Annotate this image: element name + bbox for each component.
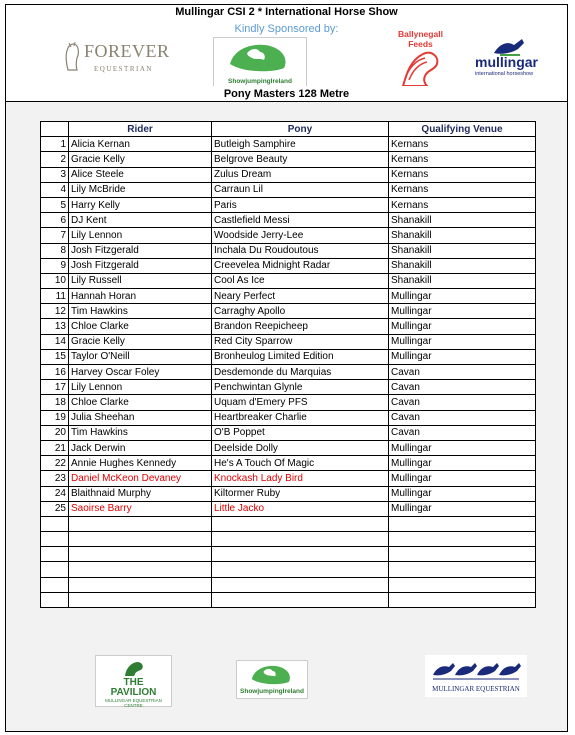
rider-cell: Taylor O'Neill [69,349,212,364]
venue-cell: Kernans [389,137,536,152]
entry-number-cell: 4 [41,182,69,197]
rider-cell: Alice Steele [69,167,212,182]
pavilion-subtitle: MULLINGAR EQUESTRIAN CENTRE [105,698,162,708]
venue-cell [389,516,536,531]
venue-cell: Mullingar [389,456,536,471]
forever-wordmark: FOREVER [84,41,170,61]
rider-cell: Annie Hughes Kennedy [69,456,212,471]
rider-cell: Tim Hawkins [69,425,212,440]
entry-number-cell: 7 [41,228,69,243]
showjumping-ireland-label-bottom: ShowjumpingIreland [240,688,304,695]
rider-cell [69,592,212,607]
galloping-horses-icon [431,657,521,681]
venue-cell: Shanakill [389,258,536,273]
sponsored-by-label: Kindly Sponsored by: [234,23,339,35]
entry-number-cell: 25 [41,501,69,516]
entry-number-cell: 24 [41,486,69,501]
table-row [41,349,536,364]
pony-cell: Carraun Lil [212,182,389,197]
pavilion-logo [95,655,172,707]
table-row [41,532,536,547]
column-header-number [41,122,69,137]
table-row [41,213,536,228]
rider-cell: Gracie Kelly [69,152,212,167]
pony-cell: Deelside Dolly [212,440,389,455]
rider-cell: Lily Lennon [69,228,212,243]
table-row [41,440,536,455]
table-row [41,182,536,197]
rider-cell: Lily Lennon [69,380,212,395]
horse-head-icon [122,660,146,678]
rider-cell: Josh Fitzgerald [69,258,212,273]
forever-subtitle: EQUESTRIAN [94,65,153,73]
entry-number-cell [41,532,69,547]
pony-cell: Zulus Dream [212,167,389,182]
feeds-name: Feeds [408,39,433,49]
pony-cell: Bronheulog Limited Edition [212,349,389,364]
ballynegall-feeds-logo [387,28,454,90]
entry-number-cell [41,516,69,531]
venue-cell: Kernans [389,167,536,182]
rider-cell: Jack Derwin [69,440,212,455]
horse-head-icon [397,50,443,88]
table-row [41,152,536,167]
pony-cell: Penchwintan Glynle [212,380,389,395]
mullingar-equestrian-logo [425,655,527,697]
venue-cell: Cavan [389,425,536,440]
rider-cell: Josh Fitzgerald [69,243,212,258]
table-row [41,471,536,486]
pony-cell: Belgrove Beauty [212,152,389,167]
entry-number-cell [41,592,69,607]
venue-cell: Mullingar [389,289,536,304]
entries-table [40,121,536,608]
pony-cell: Castlefield Messi [212,213,389,228]
column-header-venue: Qualifying Venue [389,122,536,137]
entry-number-cell: 1 [41,137,69,152]
pony-cell: Kiltormer Ruby [212,486,389,501]
pony-cell: Carraghy Apollo [212,304,389,319]
rider-cell: Julia Sheehan [69,410,212,425]
venue-cell: Mullingar [389,349,536,364]
table-row [41,137,536,152]
rider-cell [69,532,212,547]
venue-cell [389,592,536,607]
table-row [41,501,536,516]
pony-cell: Cool As Ice [212,273,389,288]
venue-cell: Mullingar [389,334,536,349]
venue-cell: Mullingar [389,304,536,319]
column-header-pony: Pony [212,122,389,137]
table-row [41,547,536,562]
entry-number-cell: 14 [41,334,69,349]
table-row [41,319,536,334]
entry-number-cell: 18 [41,395,69,410]
venue-cell: Mullingar [389,501,536,516]
table-row [41,562,536,577]
pony-cell: Red City Sparrow [212,334,389,349]
pony-cell: Butleigh Samphire [212,137,389,152]
entry-number-cell: 16 [41,365,69,380]
horse-jump-icon [247,664,295,686]
venue-cell: Shanakill [389,213,536,228]
table-row [41,273,536,288]
rider-cell [69,562,212,577]
entry-number-cell: 11 [41,289,69,304]
venue-cell: Shanakill [389,243,536,258]
pony-cell: He's A Touch Of Magic [212,456,389,471]
pony-cell [212,577,389,592]
mullingar-wordmark: mullingar [475,54,539,70]
entry-number-cell: 23 [41,471,69,486]
entry-number-cell: 15 [41,349,69,364]
pony-cell: Knockash Lady Bird [212,471,389,486]
table-row [41,486,536,501]
table-row [41,258,536,273]
showjumping-ireland-logo [213,37,307,89]
table-row [41,304,536,319]
column-header-rider: Rider [69,122,212,137]
entry-number-cell [41,577,69,592]
showjumping-ireland-label: ShowjumpingIreland [228,78,292,85]
table-row [41,380,536,395]
pony-cell [212,532,389,547]
entry-number-cell: 13 [41,319,69,334]
entry-number-cell: 20 [41,425,69,440]
venue-cell [389,532,536,547]
venue-cell: Shanakill [389,273,536,288]
rider-cell: Harvey Oscar Foley [69,365,212,380]
mullingar-equestrian-wordmark: MULLINGAR EQUESTRIAN [432,685,520,693]
venue-cell: Kernans [389,182,536,197]
pony-cell: Uquam d'Emery PFS [212,395,389,410]
entries-body [41,137,536,608]
venue-cell [389,577,536,592]
rider-cell: Daniel McKeon Devaney [69,471,212,486]
table-row [41,167,536,182]
rider-cell: DJ Kent [69,213,212,228]
venue-cell: Cavan [389,380,536,395]
entry-number-cell: 17 [41,380,69,395]
page-title: Mullingar CSI 2 * International Horse Show [5,4,568,21]
pony-cell: Woodside Jerry-Lee [212,228,389,243]
venue-cell: Cavan [389,365,536,380]
entry-number-cell: 6 [41,213,69,228]
pony-cell: Paris [212,197,389,212]
rider-cell: Alicia Kernan [69,137,212,152]
venue-cell: Mullingar [389,440,536,455]
entry-number-cell: 12 [41,304,69,319]
entry-number-cell: 5 [41,197,69,212]
pavilion-the: THE [123,677,144,688]
pony-cell: Heartbreaker Charlie [212,410,389,425]
entry-number-cell: 8 [41,243,69,258]
pony-cell [212,516,389,531]
rider-cell: Gracie Kelly [69,334,212,349]
rider-cell: Lily Russell [69,273,212,288]
ballynegall-name: Ballynegall [398,29,443,39]
table-header-row [41,122,536,137]
entry-number-cell [41,562,69,577]
entry-number-cell: 19 [41,410,69,425]
table-row [41,592,536,607]
rider-cell [69,547,212,562]
rider-cell: Tim Hawkins [69,304,212,319]
table-row [41,395,536,410]
entry-number-cell: 22 [41,456,69,471]
rider-cell [69,516,212,531]
rider-cell: Chloe Clarke [69,395,212,410]
table-row [41,577,536,592]
table-row [41,334,536,349]
venue-cell: Mullingar [389,471,536,486]
horse-jump-icon [226,42,290,74]
rider-cell: Chloe Clarke [69,319,212,334]
entry-number-cell: 9 [41,258,69,273]
class-title: Pony Masters 128 Metre [5,86,568,102]
table-row [41,516,536,531]
entry-number-cell: 21 [41,440,69,455]
pony-cell: Neary Perfect [212,289,389,304]
table-row [41,365,536,380]
pony-cell: Desdemonde du Marquias [212,365,389,380]
pony-cell [212,547,389,562]
pony-cell: Little Jacko [212,501,389,516]
venue-cell: Shanakill [389,228,536,243]
table-row [41,410,536,425]
venue-cell: Mullingar [389,319,536,334]
venue-cell: Kernans [389,152,536,167]
pavilion-name: PAVILION [110,687,157,698]
horse-head-icon [62,42,82,72]
venue-cell: Cavan [389,395,536,410]
pony-cell: Inchala Du Roudoutous [212,243,389,258]
entry-number-cell: 3 [41,167,69,182]
rider-cell: Harry Kelly [69,197,212,212]
table-row [41,228,536,243]
mullingar-horse-show-logo [470,35,552,83]
mullingar-subtitle: international horseshow [475,71,534,77]
pony-cell: Creevelea Midnight Radar [212,258,389,273]
pavilion-wordmark [96,678,171,698]
entry-number-cell: 2 [41,152,69,167]
pony-cell [212,562,389,577]
rider-cell [69,577,212,592]
forever-equestrian-logo [62,38,170,84]
pony-cell [212,592,389,607]
rider-cell: Saoirse Barry [69,501,212,516]
ballynegall-feeds-label [387,29,454,49]
pony-cell: O'B Poppet [212,425,389,440]
pony-cell: Brandon Reepicheep [212,319,389,334]
entry-number-cell: 10 [41,273,69,288]
table-row [41,456,536,471]
table-row [41,425,536,440]
showjumping-ireland-logo-bottom [236,660,308,699]
venue-cell [389,562,536,577]
venue-cell: Cavan [389,410,536,425]
venue-cell [389,547,536,562]
table-row [41,197,536,212]
table-row [41,289,536,304]
rider-cell: Lily McBride [69,182,212,197]
rider-cell: Hannah Horan [69,289,212,304]
table-row [41,243,536,258]
venue-cell: Kernans [389,197,536,212]
venue-cell: Mullingar [389,486,536,501]
entry-number-cell [41,547,69,562]
rider-cell: Blaithnaid Murphy [69,486,212,501]
